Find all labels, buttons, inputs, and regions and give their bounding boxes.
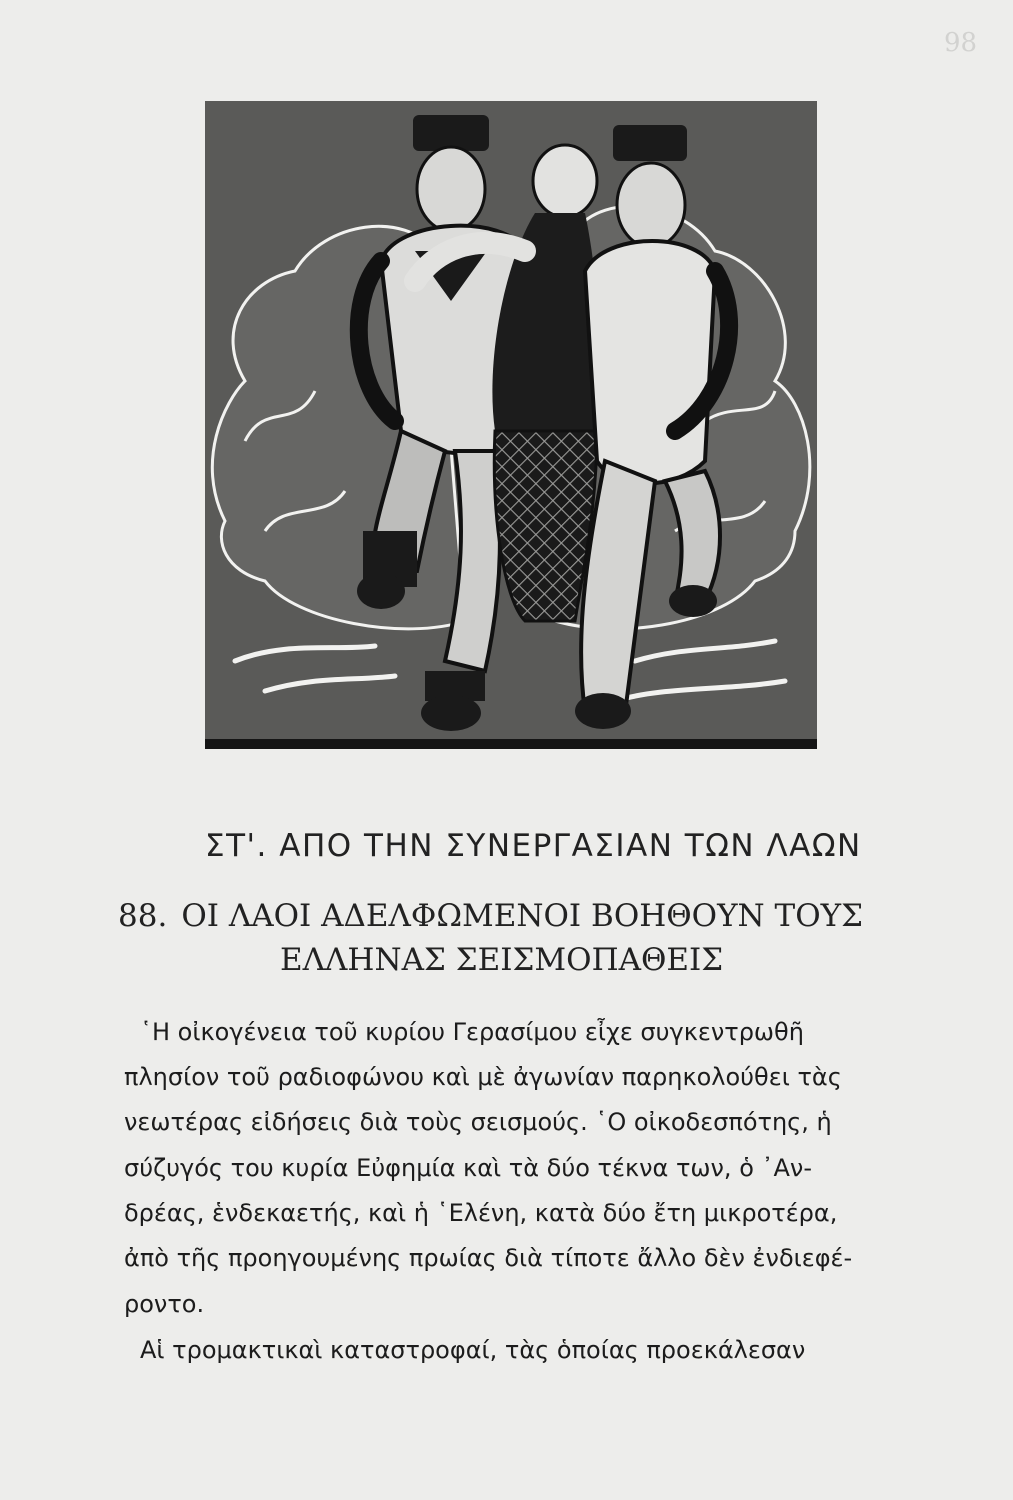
body-line: ῾Η οἰκογένεια τοῦ κυρίου Γερασίμου εἶχε συγκεντρωθῆ	[140, 1018, 804, 1046]
body-line: πλησίον τοῦ ραδιοφώνου καὶ μὲ ἀγωνίαν παρηκολούθει τὰς	[124, 1063, 842, 1091]
page-number: 98	[944, 28, 978, 58]
lesson-title-text-1: ΟΙ ΛΑΟΙ ΑΔΕΛΦΩΜΕΝΟΙ ΒΟΗΘΟΥΝ ΤΟΥΣ	[181, 898, 864, 934]
body-line: Αἱ τρομακτικαὶ καταστροφαί, τὰς ὁποίας προεκάλεσαν	[140, 1336, 806, 1364]
body-line: ἀπὸ τῆς προηγουμένης πρωίας διὰ τίποτε ἄλλο δὲν ἐνδιεφέ-	[124, 1244, 853, 1272]
body-line: σύζυγός του κυρία Εὐφημία καὶ τὰ δύο τέκνα των, ὁ ᾿Αν-	[124, 1154, 812, 1182]
body-line: δρέας, ἑνδεκαετής, καὶ ἡ ῾Ελένη, κατὰ δύο ἔτη μικροτέρα,	[124, 1199, 838, 1227]
lesson-title-line-1	[118, 898, 863, 934]
lesson-number: 88.	[118, 898, 168, 934]
body-line: νεωτέρας εἰδήσεις διὰ τοὺς σεισμούς. ῾Ο οἰκοδεσπότης, ἡ	[124, 1108, 832, 1136]
two-sailors-carrying-injured-man-icon	[205, 101, 817, 749]
body-line: ροντο.	[124, 1290, 205, 1318]
lesson-title-line-2: ΕΛΛΗΝΑΣ ΣΕΙΣΜΟΠΑΘΕΙΣ	[280, 942, 724, 978]
section-heading: ΣΤ'. ΑΠΟ ΤΗΝ ΣΥΝΕΡΓΑΣΙΑΝ ΤΩΝ ΛΑΩΝ	[205, 828, 862, 864]
illustration-panel	[205, 101, 817, 749]
